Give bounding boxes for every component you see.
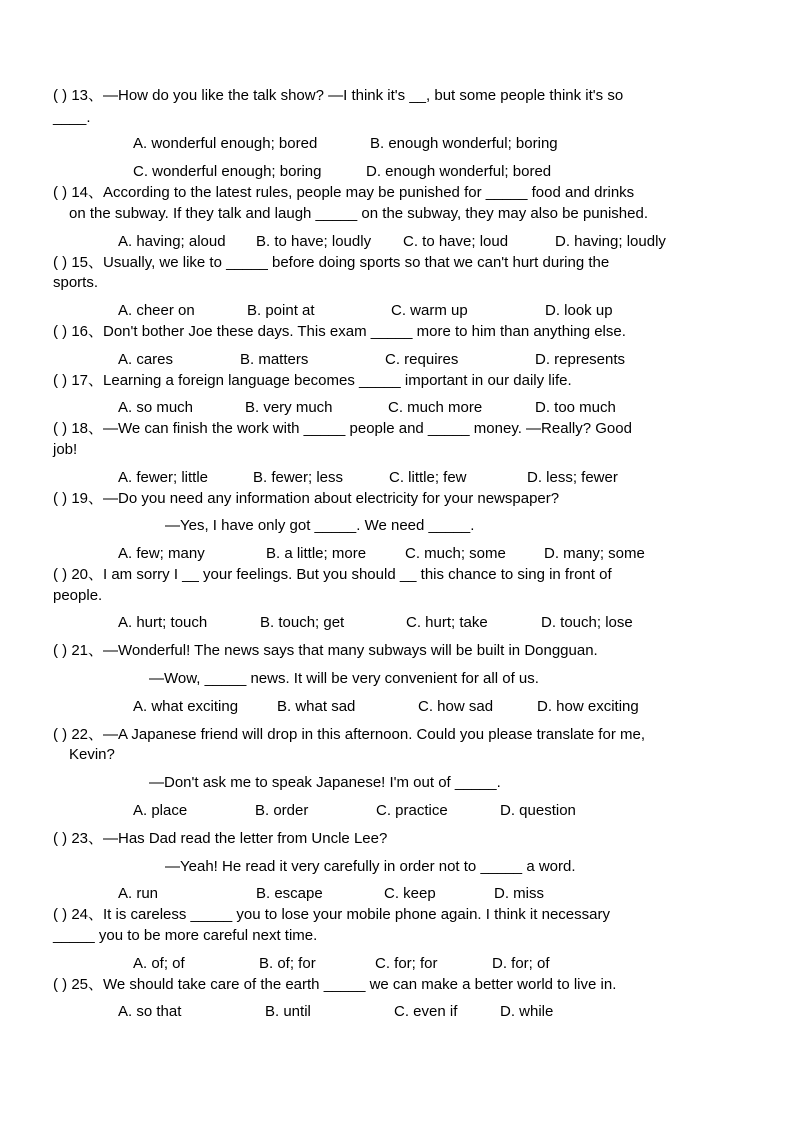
option-c: C. little; few <box>389 469 467 486</box>
option-a: A. place <box>133 802 188 819</box>
question-19-dialog: —Yes, I have only got _____. We need _____. <box>165 517 475 534</box>
option-d: D. represents <box>535 351 626 368</box>
option-c: C. even if <box>394 1003 458 1020</box>
option-d: D. while <box>500 1003 554 1020</box>
question-22-stem-line2: Kevin? <box>69 746 115 763</box>
option-b: B. to have; loudly <box>256 233 372 250</box>
option-d: D. miss <box>494 885 544 902</box>
question-15-stem-line1: ( ) 15、Usually, we like to _____ before doing sports so that we can't hurt during the <box>53 254 610 271</box>
option-c: C. much more <box>388 399 483 416</box>
option-c: C. wonderful enough; boring <box>133 163 322 180</box>
question-20-stem-line1: ( ) 20、I am sorry I __ your feelings. But you should __ this chance to sing in front of <box>53 566 612 583</box>
option-c: C. how sad <box>418 698 494 715</box>
option-d: D. enough wonderful; bored <box>366 163 552 180</box>
question-25-stem: ( ) 25、We should take care of the earth _____ we can make a better world to live in. <box>53 976 617 993</box>
question-13-stem-line2: ____. <box>53 109 91 126</box>
option-d: D. touch; lose <box>541 614 633 631</box>
question-18-stem-line2: job! <box>53 441 78 458</box>
option-a: A. having; aloud <box>118 233 226 250</box>
option-d: D. having; loudly <box>555 233 666 250</box>
option-a: A. of; of <box>133 955 185 972</box>
option-d: D. look up <box>545 302 613 319</box>
question-24-stem-line2: _____ you to be more careful next time. <box>53 927 318 944</box>
option-b: B. point at <box>247 302 315 319</box>
question-20-stem-line2: people. <box>53 587 103 604</box>
question-24-stem-line1: ( ) 24、It is careless _____ you to lose your mobile phone again. I think it necessary <box>53 906 610 923</box>
option-c: C. much; some <box>405 545 506 562</box>
question-21-dialog: —Wow, _____ news. It will be very convenient for all of us. <box>149 670 539 687</box>
option-b: B. fewer; less <box>253 469 344 486</box>
option-c: C. for; for <box>375 955 438 972</box>
option-a: A. hurt; touch <box>118 614 208 631</box>
option-b: B. of; for <box>259 955 316 972</box>
option-a: A. fewer; little <box>118 469 209 486</box>
question-22-stem-line1: ( ) 22、—A Japanese friend will drop in this afternoon. Could you please translate for me, <box>53 726 645 743</box>
option-c: C. requires <box>385 351 459 368</box>
question-15-stem-line2: sports. <box>53 274 99 291</box>
option-c: C. to have; loud <box>403 233 509 250</box>
option-c: C. hurt; take <box>406 614 488 631</box>
question-21-stem: ( ) 21、—Wonderful! The news says that many subways will be built in Dongguan. <box>53 642 598 659</box>
question-19-stem: ( ) 19、—Do you need any information about electricity for your newspaper? <box>53 490 560 507</box>
option-d: D. many; some <box>544 545 645 562</box>
question-16-stem: ( ) 16、Don't bother Joe these days. This exam _____ more to him than anything else. <box>53 323 626 340</box>
option-d: D. too much <box>535 399 616 416</box>
option-b: B. touch; get <box>260 614 345 631</box>
option-b: B. matters <box>240 351 309 368</box>
question-14-stem-line2: on the subway. If they talk and laugh _____ on the subway, they may also be punished. <box>69 205 648 222</box>
option-d: D. how exciting <box>537 698 639 715</box>
option-a: A. what exciting <box>133 698 239 715</box>
option-a: A. few; many <box>118 545 205 562</box>
option-b: B. what sad <box>277 698 356 715</box>
option-a: A. cheer on <box>118 302 195 319</box>
option-b: B. enough wonderful; boring <box>370 135 558 152</box>
question-22-dialog: —Don't ask me to speak Japanese! I'm out of _____. <box>149 774 501 791</box>
option-c: C. practice <box>376 802 448 819</box>
question-13-stem-line1: ( ) 13、—How do you like the talk show? —I think it's __, but some people think it's so <box>53 87 624 104</box>
question-23-dialog: —Yeah! He read it very carefully in order not to _____ a word. <box>165 858 576 875</box>
option-a: A. so that <box>118 1003 182 1020</box>
option-c: C. warm up <box>391 302 468 319</box>
question-17-stem: ( ) 17、Learning a foreign language becomes _____ important in our daily life. <box>53 372 572 389</box>
option-a: A. run <box>118 885 159 902</box>
option-a: A. wonderful enough; bored <box>133 135 318 152</box>
option-d: D. question <box>500 802 576 819</box>
option-b: B. order <box>255 802 309 819</box>
option-c: C. keep <box>384 885 436 902</box>
option-a: A. so much <box>118 399 194 416</box>
question-23-stem: ( ) 23、—Has Dad read the letter from Uncle Lee? <box>53 830 388 847</box>
option-b: B. escape <box>256 885 323 902</box>
question-18-stem-line1: ( ) 18、—We can finish the work with _____ people and _____ money. —Really? Good <box>53 420 632 437</box>
option-b: B. very much <box>245 399 333 416</box>
option-b: B. a little; more <box>266 545 367 562</box>
question-14-stem-line1: ( ) 14、According to the latest rules, people may be punished for _____ food and drinks <box>53 184 635 201</box>
option-d: D. for; of <box>492 955 550 972</box>
option-a: A. cares <box>118 351 174 368</box>
option-b: B. until <box>265 1003 311 1020</box>
option-d: D. less; fewer <box>527 469 618 486</box>
